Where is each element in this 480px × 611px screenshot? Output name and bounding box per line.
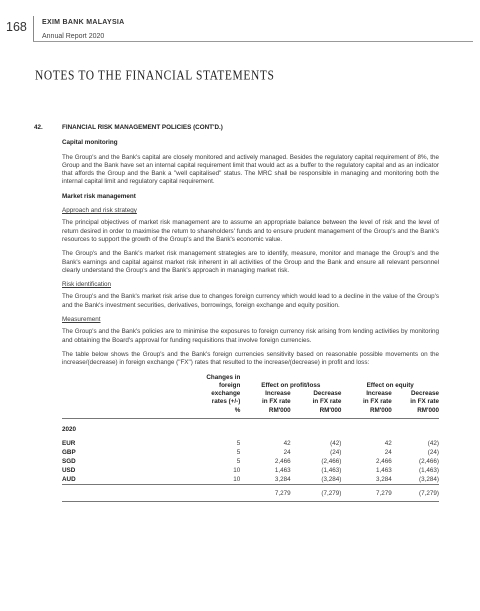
header-rm: RM'000 <box>369 406 392 414</box>
approach-paragraph-2: The Group's and the Bank's market risk management strategies are to identify, measure, monitor and manage the Group's and the Bank's earnings and capital against market risk inherent in all activities of the Group and the Bank and ensure all relevant personnel clearly understand the Group's and the Bank's approach in managing market risk. <box>62 250 439 274</box>
profit-increase-cell: 1,463 <box>274 467 291 475</box>
section-title <box>34 124 439 132</box>
profit-decrease-cell: (42) <box>330 440 342 448</box>
header-increase: Increase <box>366 390 392 398</box>
report-name: Annual Report 2020 <box>42 33 105 40</box>
fx-sensitivity-table <box>62 374 439 502</box>
equity-decrease-cell: (42) <box>427 440 439 448</box>
identification-title: Risk identification <box>62 281 111 289</box>
table-row <box>62 475 439 485</box>
main-content <box>34 124 439 502</box>
equity-increase-cell: 2,466 <box>375 458 392 466</box>
profit-increase-cell: 3,284 <box>274 476 291 484</box>
header-in-fx-rate: in FX rate <box>410 398 439 406</box>
total-equity-increase: 7,279 <box>341 485 391 502</box>
year-label: 2020 <box>62 426 77 434</box>
total-profit-increase: 7,279 <box>240 485 290 502</box>
equity-increase-cell: 42 <box>384 440 392 448</box>
header-decrease: Decrease <box>313 390 342 398</box>
rate-cell: 5 <box>236 440 241 448</box>
currency-cell: USD <box>62 467 76 475</box>
equity-decrease-cell: (2,466) <box>419 458 439 466</box>
profit-decrease-cell: (2,466) <box>321 458 342 466</box>
equity-increase-cell: 24 <box>384 449 392 457</box>
rate-cell: 5 <box>236 449 241 457</box>
total-row <box>62 485 439 502</box>
header-rm: RM'000 <box>417 406 439 414</box>
measurement-paragraph-1: The Group's and the Bank's policies are to minimise the exposures to foreign currency risk arising from lending activities by monitoring and obtaining the Board's approval for funding requisitions that involve foreign currencies. <box>62 328 439 344</box>
equity-increase-cell: 3,284 <box>375 476 392 484</box>
table-row <box>62 439 439 448</box>
header-rule <box>33 41 473 42</box>
total-equity-decrease: (7,279) <box>392 485 439 502</box>
equity-increase-cell: 1,463 <box>375 467 392 475</box>
header-in-fx-rate: in FX rate <box>312 398 342 406</box>
header-rates: rates (+/-) <box>211 398 241 406</box>
header-decrease: Decrease <box>410 390 439 398</box>
profit-increase-cell: 2,466 <box>274 458 291 466</box>
header-in-fx-rate: in FX rate <box>261 398 291 406</box>
header-rm: RM'000 <box>268 406 291 414</box>
header-divider <box>33 16 34 42</box>
bank-name: EXIM BANK MALAYSIA <box>42 19 125 26</box>
equity-decrease-cell: (1,463) <box>419 467 439 475</box>
capital-paragraph: The Group's and the Bank's capital are closely monitored and actively managed. Besides the regulatory capital requirement of 8%, the Group and the Bank have set an internal capital requirement limit that would act as a buffer to the regulatory capital and as an indicator that affords the Group and the Bank a "well capitalised" status. The MRC shall be responsible in managing and monitoring both the internal capital limit and regulatory capital requirement. <box>62 153 439 186</box>
currency-cell: EUR <box>62 440 76 448</box>
section-number: 42. <box>34 124 43 131</box>
header-changes: Changes in <box>206 373 241 381</box>
page-heading: NOTES TO THE FINANCIAL STATEMENTS <box>35 69 275 83</box>
profit-decrease-cell: (3,284) <box>321 476 342 484</box>
header-effect-equity: Effect on equity <box>366 381 414 389</box>
profit-decrease-cell: (24) <box>330 449 342 457</box>
market-risk-title: Market risk management <box>62 192 136 200</box>
equity-decrease-cell: (24) <box>427 449 439 457</box>
table-row <box>62 466 439 475</box>
approach-paragraph-1: The principal objectives of market risk management are to assume an appropriate balance between the level of risk and the level of return desired in order to maximise the return to shareholders' funds and to ensure prudent management of the Group's and the Bank's resources to support the growth of the Group's and the Bank's economic value. <box>62 219 439 243</box>
approach-title: Approach and risk strategy <box>62 207 137 215</box>
capital-monitoring-title: Capital monitoring <box>62 139 118 147</box>
rate-cell: 10 <box>233 467 241 475</box>
table-row <box>62 448 439 457</box>
measurement-paragraph-2: The table below shows the Group's and the Bank's foreign currencies sensitivity based on reasonable possible movements on the increase/(decrease) in foreign exchange ("FX") rates that resulted to the increase/(decrease) in profit and loss: <box>62 350 439 367</box>
section-body <box>62 139 439 502</box>
currency-cell: AUD <box>62 476 76 484</box>
header-exchange: exchange <box>211 390 241 398</box>
header-effect-profit: Effect on profit/loss <box>261 381 321 389</box>
header-percent: % <box>234 406 241 414</box>
header-in-fx-rate: in FX rate <box>363 398 392 406</box>
table-row <box>62 457 439 466</box>
header-foreign: foreign <box>218 381 241 389</box>
page-number: 168 <box>6 20 27 34</box>
rate-cell: 10 <box>233 476 241 484</box>
equity-decrease-cell: (3,284) <box>419 476 439 484</box>
rate-cell: 5 <box>236 458 241 466</box>
profit-increase-cell: 24 <box>283 449 291 457</box>
total-profit-decrease: (7,279) <box>291 485 342 502</box>
profit-decrease-cell: (1,463) <box>321 467 342 475</box>
identification-paragraph: The Group's and the Bank's market risk arise due to changes foreign currency which would lead to a decline in the value of the Group's and the Bank's investment securities, derivatives, borrowings, foreign exchange and equity position. <box>62 293 439 309</box>
header-rm: RM'000 <box>319 406 342 414</box>
section-title-text: FINANCIAL RISK MANAGEMENT POLICIES (CONT'D.) <box>62 124 223 131</box>
profit-increase-cell: 42 <box>283 440 291 448</box>
measurement-title: Measurement <box>62 316 101 324</box>
currency-cell: GBP <box>62 449 76 457</box>
header-increase: Increase <box>265 390 291 398</box>
currency-cell: SGD <box>62 458 76 466</box>
